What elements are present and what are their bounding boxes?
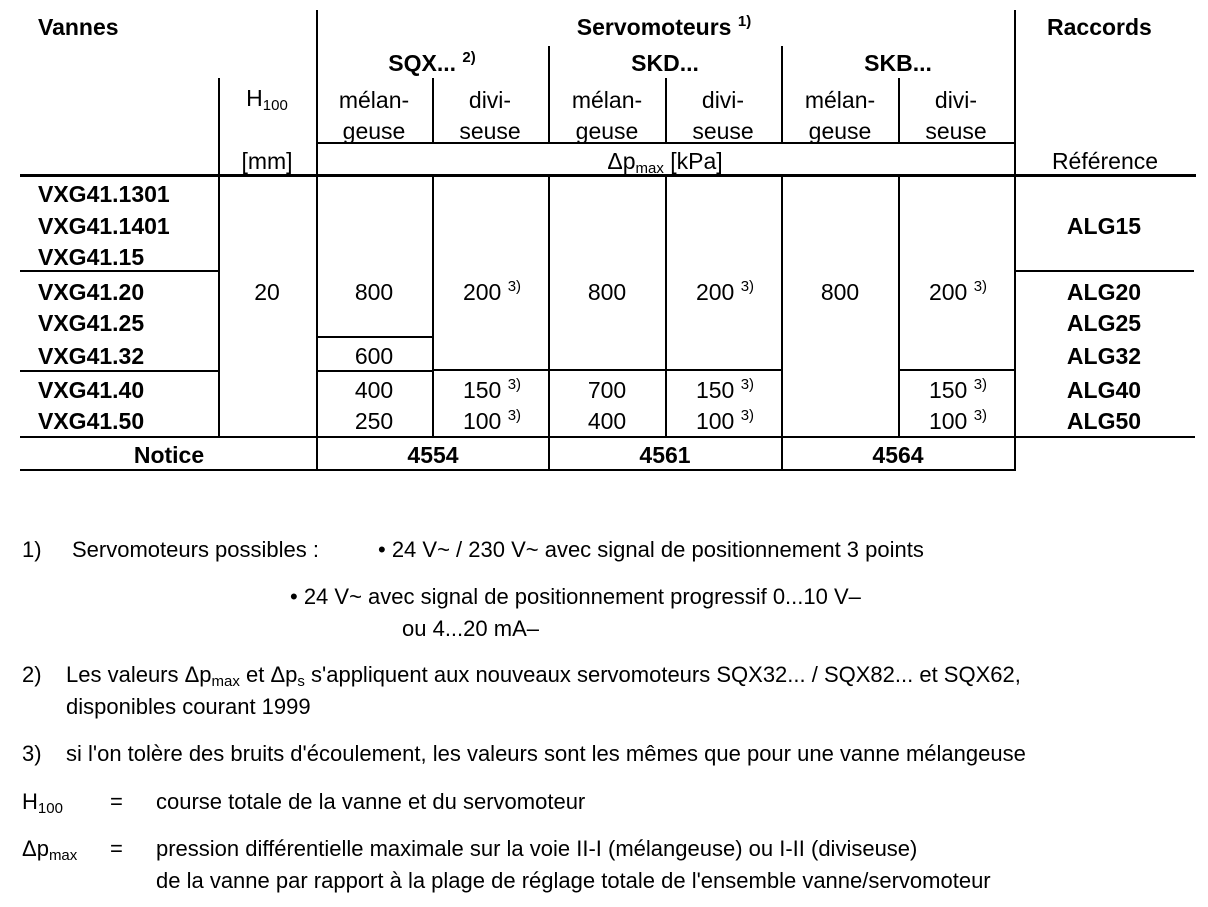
footnote-3-number: 3)	[22, 741, 42, 766]
definition-h100-text: course totale de la vanne et du servomoteur	[156, 789, 586, 814]
definition-dpmax-term: $\Delta p_{max}$	[22, 836, 78, 864]
sqx-melangeuse-value: 600	[354, 343, 394, 369]
skb-diviseuse-value: 150 $^{3)}$	[928, 376, 988, 403]
valve-model: VXG41.50	[38, 408, 145, 434]
divider	[665, 176, 667, 436]
divider	[20, 436, 1195, 438]
raccord-reference: ALG32	[1066, 343, 1142, 369]
header-melangeuse: mélan- geuse	[338, 87, 410, 144]
footnote-2-number: 2)	[22, 662, 42, 687]
sqx-diviseuse-value: 150 $^{3)}$	[462, 376, 522, 403]
footnote-1-bullet-1: • 24 V~ / 230 V~ avec signal de positionnement 3 points	[378, 537, 924, 562]
sqx-melangeuse-value: 400	[354, 377, 394, 403]
notice-label: Notice	[133, 442, 205, 468]
sqx-diviseuse-value: 100 $^{3)}$	[462, 407, 522, 434]
divider	[781, 46, 783, 142]
valve-model: VXG41.20	[38, 279, 145, 305]
raccord-reference: ALG20	[1066, 279, 1142, 305]
header-vannes: Vannes	[38, 14, 119, 40]
definition-dpmax-text: pression différentielle maximale sur la voie II-I (mélangeuse) ou I-II (diviseuse)	[156, 836, 918, 861]
header-servomoteurs: Servomoteurs $^{1)}$	[576, 13, 752, 40]
footnote-1-number: 1)	[22, 537, 42, 562]
skd-diviseuse-value: 100 $^{3)}$	[695, 407, 755, 434]
skb-melangeuse-value: 800	[820, 279, 860, 305]
divider	[1016, 270, 1194, 272]
divider	[898, 78, 900, 142]
raccord-reference: ALG40	[1066, 377, 1142, 403]
footnote-3-text: si l'on tolère des bruits d'écoulement, les valeurs sont les mêmes que pour une vanne mélangeuse	[66, 741, 1026, 766]
h100-value: 20	[254, 279, 280, 305]
valve-model: VXG41.1401	[38, 213, 170, 239]
header-skd: SKD...	[631, 50, 699, 76]
footnote-1-bullet-2-cont: ou 4...20 mA–	[402, 616, 539, 641]
header-diviseuse: divi- seuse	[459, 87, 521, 144]
divider	[20, 270, 218, 272]
footnote-2-text: Les valeurs $\Delta p_{max}$ et $\Delta p_s$ s'appliquent aux nouveaux servomoteurs SQX32... / SQX82... et SQX62,	[66, 662, 1021, 690]
skb-diviseuse-value: 200 $^{3)}$	[928, 278, 988, 305]
sqx-melangeuse-value: 250	[354, 408, 394, 434]
header-melangeuse: mélan- geuse	[804, 87, 876, 144]
divider	[317, 370, 433, 372]
divider	[899, 369, 1015, 371]
divider	[317, 336, 433, 338]
footnote-2-text-cont: disponibles courant 1999	[66, 694, 311, 719]
skd-diviseuse-value: 200 $^{3)}$	[695, 278, 755, 305]
header-h100: $H_{100}$	[246, 85, 288, 114]
divider	[218, 78, 220, 436]
divider	[432, 176, 434, 436]
header-reference: Référence	[1051, 148, 1159, 174]
divider	[432, 78, 434, 142]
header-dp-max: $\Delta p_{max}$ [kPa]	[607, 148, 723, 177]
header-diviseuse: divi- seuse	[925, 87, 987, 144]
sqx-melangeuse-value: 800	[354, 279, 394, 305]
divider	[548, 46, 550, 142]
valve-model: VXG41.1301	[38, 181, 170, 207]
header-h-unit: [mm]	[241, 148, 293, 174]
definition-equals: =	[110, 789, 123, 814]
raccord-reference: ALG15	[1066, 213, 1142, 239]
skd-diviseuse-value: 150 $^{3)}$	[695, 376, 755, 403]
skd-melangeuse-value: 400	[587, 408, 627, 434]
footnote-1-bullet-2: • 24 V~ avec signal de positionnement progressif 0...10 V–	[290, 584, 861, 609]
valve-model: VXG41.40	[38, 377, 145, 403]
divider	[20, 174, 1196, 177]
divider	[548, 176, 550, 471]
valve-model: VXG41.15	[38, 244, 145, 270]
skb-diviseuse-value: 100 $^{3)}$	[928, 407, 988, 434]
header-skb: SKB...	[864, 50, 932, 76]
definition-dpmax-text-cont: de la vanne par rapport à la plage de réglage totale de l'ensemble vanne/servomoteur	[156, 868, 991, 893]
divider	[1014, 10, 1016, 471]
definition-h100-term: $H_{100}$	[22, 789, 63, 817]
divider	[20, 469, 1016, 471]
header-raccords: Raccords	[1047, 14, 1152, 40]
definition-equals: =	[110, 836, 123, 861]
divider	[665, 78, 667, 142]
header-sqx: SQX... $^{2)}$	[388, 49, 476, 76]
raccord-reference: ALG50	[1066, 408, 1142, 434]
valve-model: VXG41.25	[38, 310, 145, 336]
valve-model: VXG41.32	[38, 343, 145, 369]
divider	[781, 176, 783, 471]
notice-skb: 4564	[872, 442, 924, 468]
divider	[317, 142, 1015, 144]
raccord-reference: ALG25	[1066, 310, 1142, 336]
divider	[316, 10, 318, 471]
sqx-diviseuse-value: 200 $^{3)}$	[462, 278, 522, 305]
notice-sqx: 4554	[407, 442, 459, 468]
footnote-1-text: Servomoteurs possibles :	[72, 537, 319, 562]
divider	[433, 369, 782, 371]
header-melangeuse: mélan- geuse	[571, 87, 643, 144]
divider	[20, 370, 218, 372]
header-diviseuse: divi- seuse	[692, 87, 754, 144]
notice-skd: 4561	[639, 442, 691, 468]
skd-melangeuse-value: 800	[587, 279, 627, 305]
divider	[898, 176, 900, 436]
skd-melangeuse-value: 700	[587, 377, 627, 403]
